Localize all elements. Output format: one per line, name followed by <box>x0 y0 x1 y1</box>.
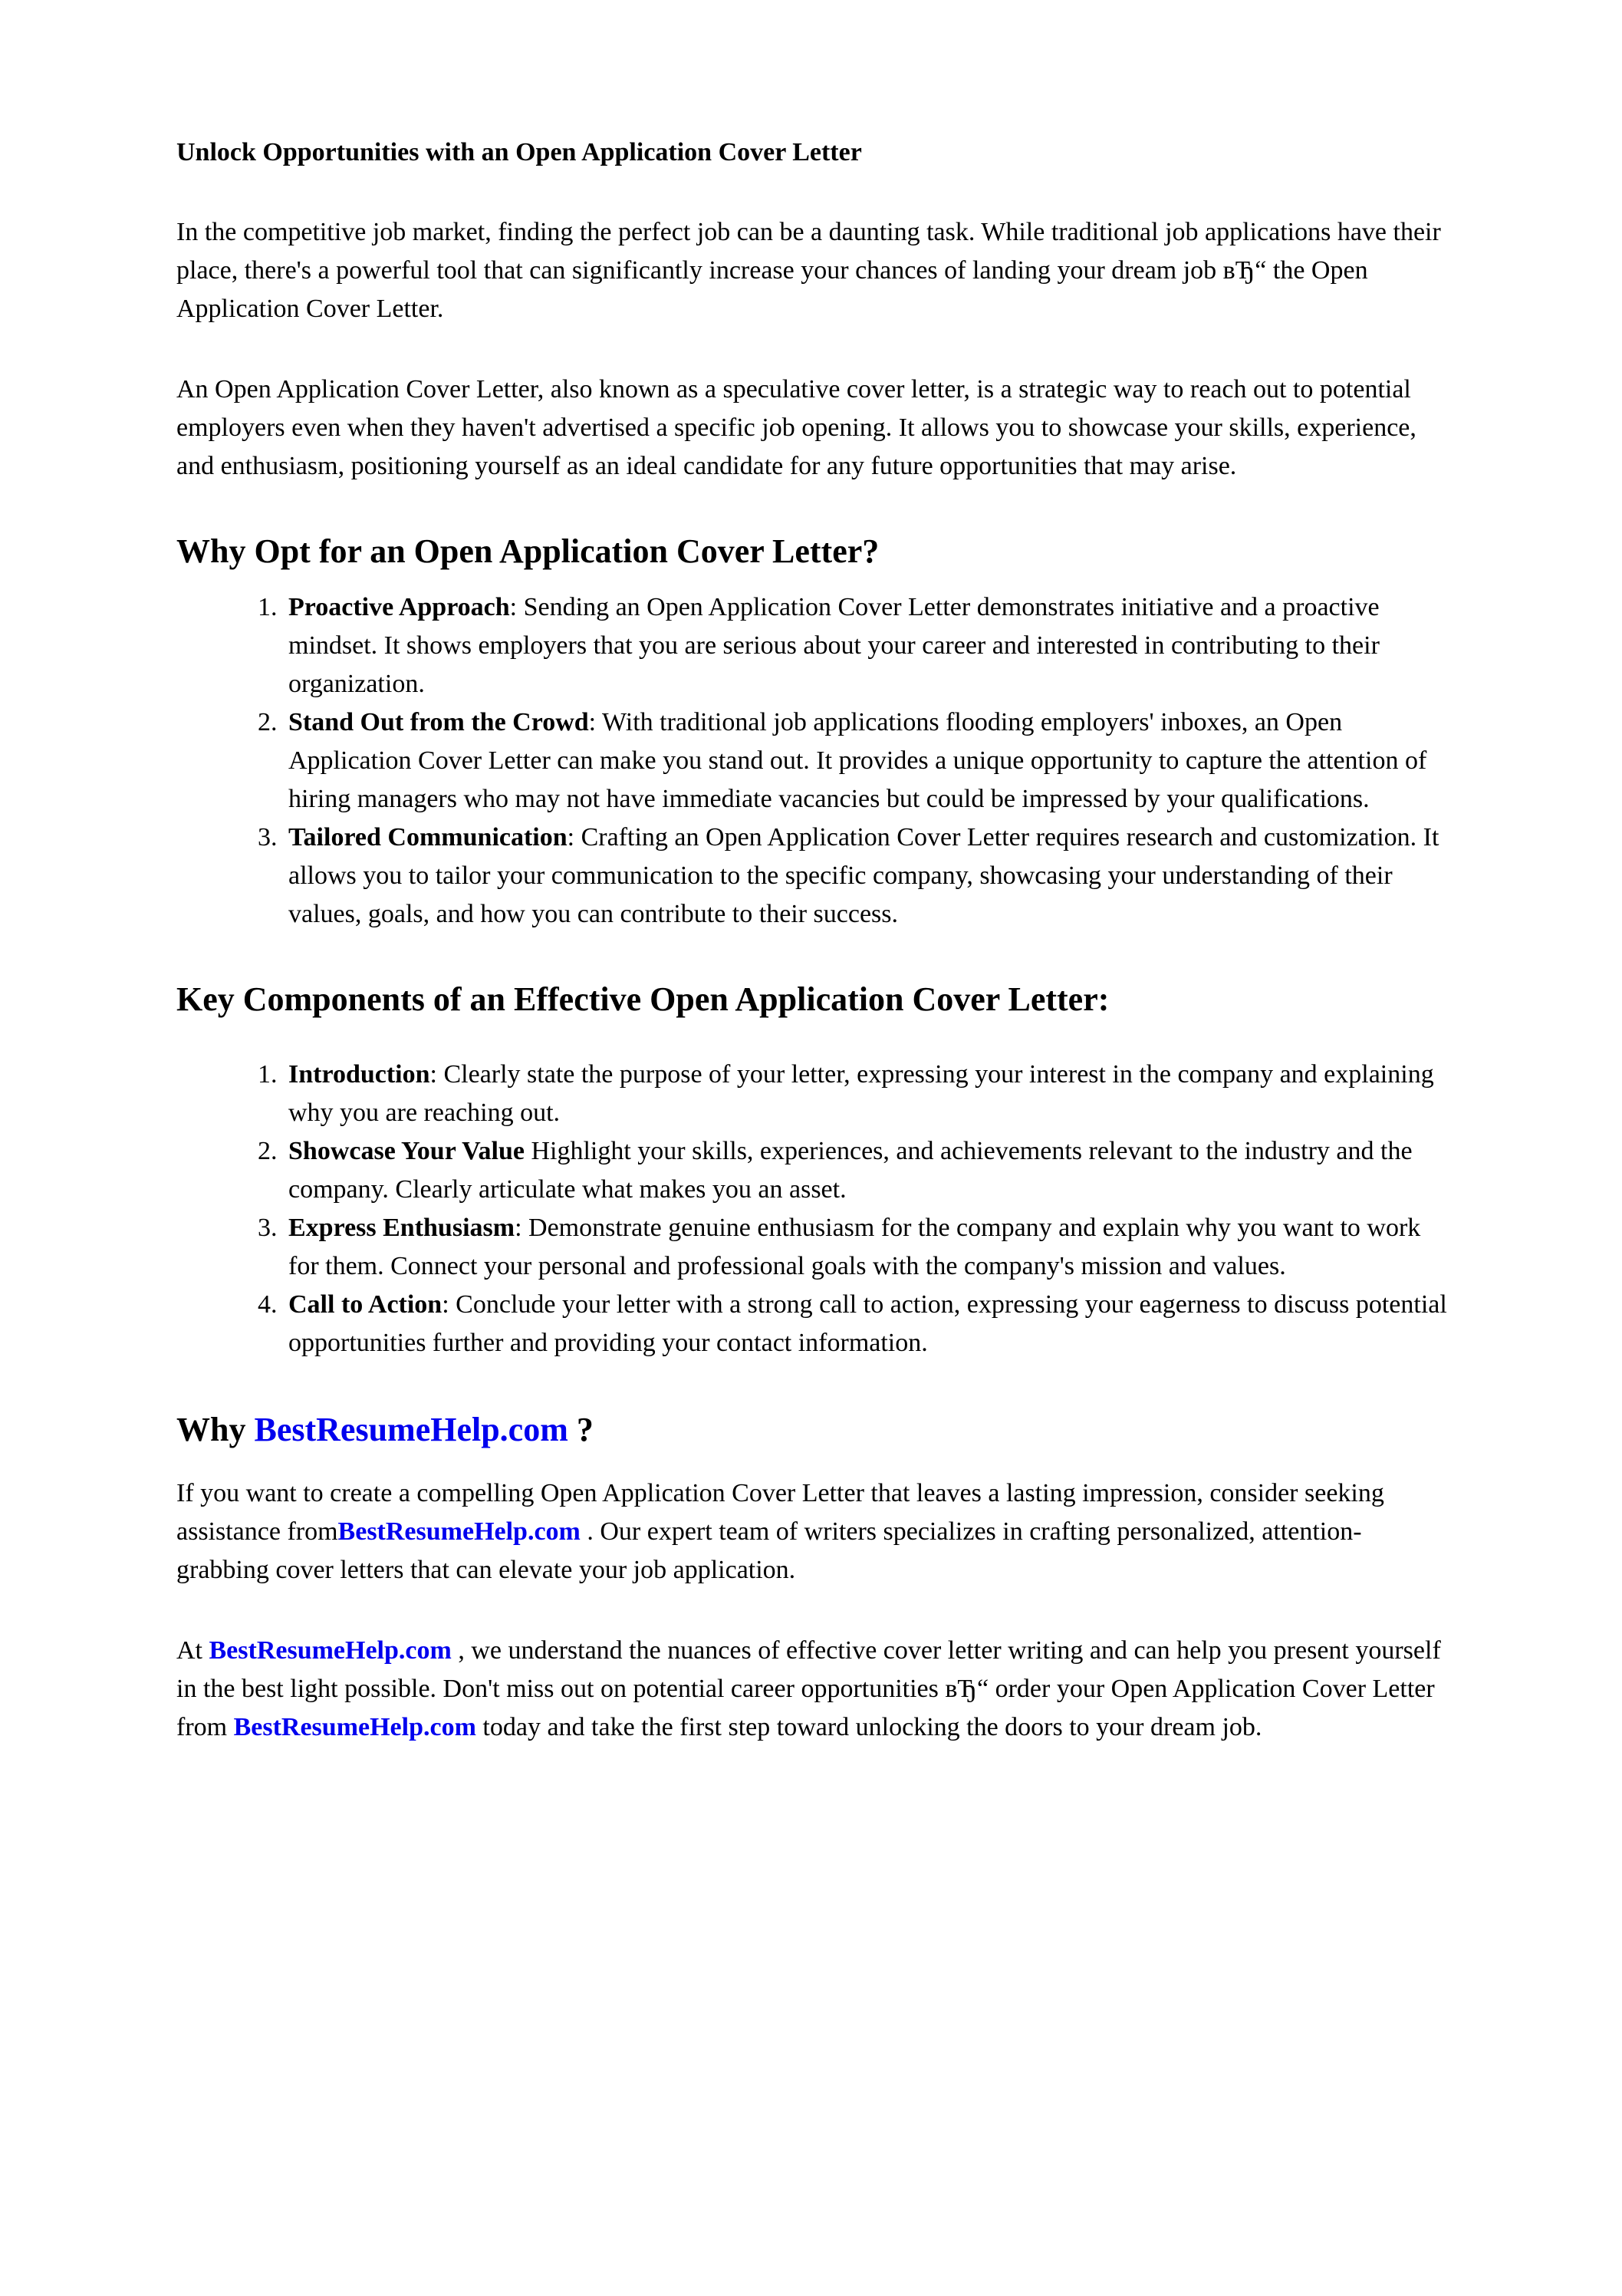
list-item-label: Express Enthusiasm <box>288 1214 515 1242</box>
list-item-text: Clearly state the purpose of your letter, expressing your interest in the company and explaining why you are reaching out. <box>288 1060 1434 1127</box>
list-item-label: Introduction <box>288 1060 430 1089</box>
list-item-label: Call to Action <box>288 1290 443 1319</box>
list-item-label: Stand Out from the Crowd <box>288 708 589 736</box>
list-item-separator: : <box>515 1214 529 1242</box>
list-item-express-enthusiasm <box>284 1209 1449 1286</box>
section-heading-why-brand <box>176 1408 1449 1451</box>
brand-paragraph-1 <box>176 1474 1449 1589</box>
intro-paragraph-2: An Open Application Cover Letter, also known as a speculative cover letter, is a strategic way to reach out to potential employers even when they haven't advertised a specific job opening. It allows you to showcase your skills, experience, and enthusiasm, positioning yourself as an ideal candidate for any future opportunities that may arise. <box>176 375 1416 480</box>
list-item-separator: : <box>567 823 581 852</box>
list-item-tailored-communication <box>284 819 1449 934</box>
bestresumehelp-link[interactable]: BestResumeHelp.com <box>254 1411 568 1448</box>
list-item-label: Showcase Your Value <box>288 1137 525 1165</box>
section-heading-why-opt: Why Opt for an Open Application Cover Letter? <box>176 532 880 570</box>
list-item-text: Crafting an Open Application Cover Letter requires research and customization. It allows you to tailor your communication to the specific company, showcasing your understanding of their values, goals, and how you can contribute to their success. <box>288 823 1439 928</box>
list-item-showcase-value <box>284 1132 1449 1209</box>
list-item-separator: : <box>442 1290 456 1319</box>
list-item-text: Highlight your skills, experiences, and achievements relevant to the industry and the company. Clearly articulate what makes you an asset. <box>288 1137 1413 1204</box>
list-item-separator: : <box>588 708 603 736</box>
list-item-text: Conclude your letter with a strong call to action, expressing your eagerness to discuss potential opportunities further and providing your contact information. <box>288 1290 1447 1357</box>
paragraph-text: If you want to create a compelling Open Application Cover Letter that leaves a lasting impression, consider seeking assistance from <box>176 1479 1384 1546</box>
list-item-call-to-action <box>284 1286 1449 1362</box>
intro-heading: Unlock Opportunities with an Open Application Cover Letter <box>176 138 862 166</box>
section-heading-key-components: Key Components of an Effective Open Application Cover Letter: <box>176 980 1110 1018</box>
paragraph-text: . Our expert team of writers specializes in crafting personalized, attention-grabbing cover letters that can elevate your job application. <box>176 1517 1362 1584</box>
list-item-label: Tailored Communication <box>288 823 568 852</box>
paragraph-text: , we understand the nuances of effective cover letter writing and can help you present yourself in the best light possible. Don't miss out on potential career opportunities вЂ“ order your Open Application Cover Letter from <box>176 1636 1441 1741</box>
heading-prefix-text: Why <box>176 1411 255 1448</box>
bestresumehelp-link[interactable]: BestResumeHelp.com <box>233 1713 476 1741</box>
intro-paragraph-1: In the competitive job market, finding the perfect job can be a daunting task. While traditional job applications have their place, there's a powerful tool that can significantly increase your chances of landing your dream job вЂ“ the Open Application Cover Letter. <box>176 218 1441 323</box>
list-item-label: Proactive Approach <box>288 593 510 621</box>
key-components-list <box>176 1056 1449 1362</box>
list-item-stand-out <box>284 703 1449 819</box>
list-item-proactive-approach <box>284 588 1449 703</box>
paragraph-text: At <box>176 1636 209 1665</box>
list-item-text: Sending an Open Application Cover Letter demonstrates initiative and a proactive mindset. It shows employers that you are serious about your career and interested in contributing to their organization. <box>288 593 1380 698</box>
heading-suffix-text: ? <box>568 1411 594 1448</box>
list-item-introduction <box>284 1056 1449 1132</box>
list-item-text: Demonstrate genuine enthusiasm for the company and explain why you want to work for them. Connect your personal and professional goals with the company's mission and values. <box>288 1214 1421 1280</box>
bestresumehelp-link[interactable]: BestResumeHelp.com <box>337 1517 581 1546</box>
why-opt-list <box>176 588 1449 934</box>
bestresumehelp-link[interactable]: BestResumeHelp.com <box>209 1636 452 1665</box>
list-item-separator: : <box>429 1060 444 1089</box>
list-item-text: With traditional job applications flooding employers' inboxes, an Open Application Cover Letter can make you stand out. It provides a unique opportunity to capture the attention of hiring managers who may not have immediate vacancies but could be impressed by your qualifications. <box>288 708 1427 813</box>
paragraph-text: today and take the first step toward unlocking the doors to your dream job. <box>475 1713 1262 1741</box>
brand-paragraph-2 <box>176 1632 1449 1747</box>
list-item-separator: : <box>509 593 524 621</box>
